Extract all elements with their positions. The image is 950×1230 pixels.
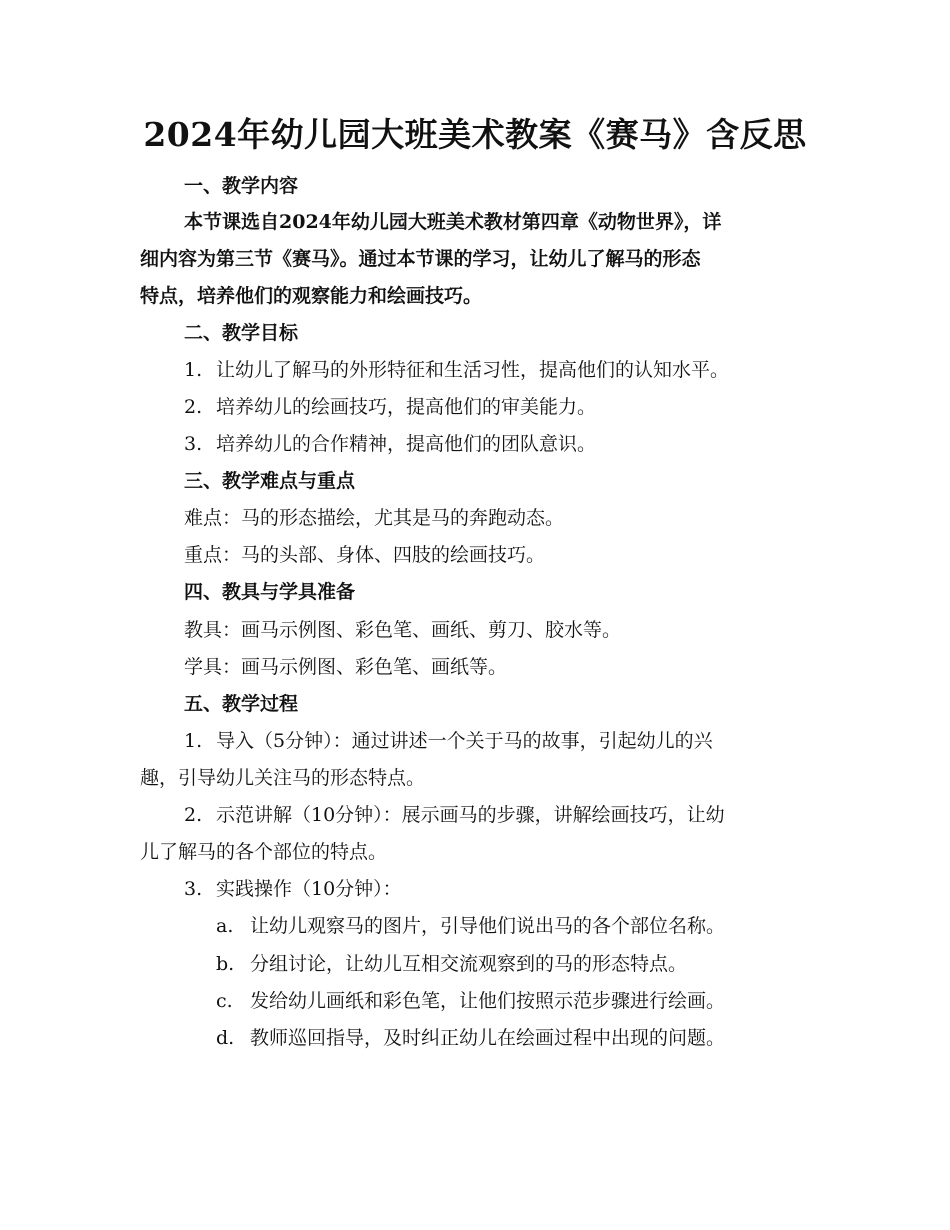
sub-step-mark: d. bbox=[216, 1027, 235, 1049]
goal-text: 让幼儿了解马的外形特征和生活习性，提高他们的认知水平。 bbox=[216, 359, 730, 381]
goal-number: 2. bbox=[184, 396, 203, 418]
section-heading-goals: 二、教学目标 bbox=[184, 322, 299, 344]
goal-item bbox=[184, 356, 856, 384]
step-continuation: 趣，引导幼儿关注马的形态特点。 bbox=[140, 767, 426, 789]
goal-number: 3. bbox=[184, 433, 203, 455]
goal-text: 培养幼儿的合作精神，提高他们的团队意识。 bbox=[216, 433, 597, 455]
goal-item bbox=[184, 430, 856, 458]
sub-step bbox=[216, 912, 888, 940]
goal-number: 1. bbox=[184, 359, 203, 381]
sub-step-mark: a. bbox=[216, 915, 234, 937]
teacher-materials-text: 教具：画马示例图、彩色笔、画纸、剪刀、胶水等。 bbox=[184, 619, 622, 641]
student-materials-text: 学具：画马示例图、彩色笔、画纸等。 bbox=[184, 656, 508, 678]
sub-step bbox=[216, 950, 888, 978]
goal-text: 培养幼儿的绘画技巧，提高他们的审美能力。 bbox=[216, 396, 597, 418]
step-number: 2. bbox=[184, 804, 203, 826]
key-point-text: 重点：马的头部、身体、四肢的绘画技巧。 bbox=[184, 544, 546, 566]
process-step bbox=[184, 801, 856, 829]
sub-step-text: 教师巡回指导，及时纠正幼儿在绘画过程中出现的问题。 bbox=[250, 1027, 726, 1049]
process-step bbox=[184, 727, 856, 755]
step-text: 实践操作（10分钟）： bbox=[216, 878, 402, 900]
step-text: 示范讲解（10分钟）：展示画马的步骤，讲解绘画技巧，让幼 bbox=[216, 804, 725, 826]
section-heading-materials: 四、教具与学具准备 bbox=[184, 581, 356, 603]
content-paragraph-line: 细内容为第三节《赛马》。通过本节课的学习，让幼儿了解马的形态 bbox=[140, 248, 701, 270]
document-title: 2024年幼儿园大班美术教案《赛马》含反思 bbox=[143, 115, 807, 154]
sub-step-text: 发给幼儿画纸和彩色笔，让他们按照示范步骤进行绘画。 bbox=[250, 990, 726, 1012]
step-text: 导入（5分钟）：通过讲述一个关于马的故事，引起幼儿的兴 bbox=[216, 730, 713, 752]
sub-step bbox=[216, 1024, 888, 1052]
goal-item bbox=[184, 393, 856, 421]
step-number: 3. bbox=[184, 878, 203, 900]
step-number: 1. bbox=[184, 730, 203, 752]
section-heading-process: 五、教学过程 bbox=[184, 693, 299, 715]
difficulty-text: 难点：马的形态描绘，尤其是马的奔跑动态。 bbox=[184, 507, 565, 529]
sub-step-mark: c. bbox=[216, 990, 233, 1012]
process-step bbox=[184, 875, 856, 903]
sub-step-mark: b. bbox=[216, 953, 235, 975]
section-heading-content: 一、教学内容 bbox=[184, 175, 299, 197]
step-continuation: 儿了解马的各个部位的特点。 bbox=[140, 841, 388, 863]
section-heading-difficulties: 三、教学难点与重点 bbox=[184, 470, 356, 492]
sub-step bbox=[216, 987, 888, 1015]
sub-step-text: 分组讨论，让幼儿互相交流观察到的马的形态特点。 bbox=[250, 953, 688, 975]
sub-step-text: 让幼儿观察马的图片，引导他们说出马的各个部位名称。 bbox=[250, 915, 726, 937]
content-paragraph-line: 特点，培养他们的观察能力和绘画技巧。 bbox=[140, 285, 483, 307]
content-paragraph-line: 本节课选自2024年幼儿园大班美术教材第四章《动物世界》，详 bbox=[184, 211, 722, 233]
